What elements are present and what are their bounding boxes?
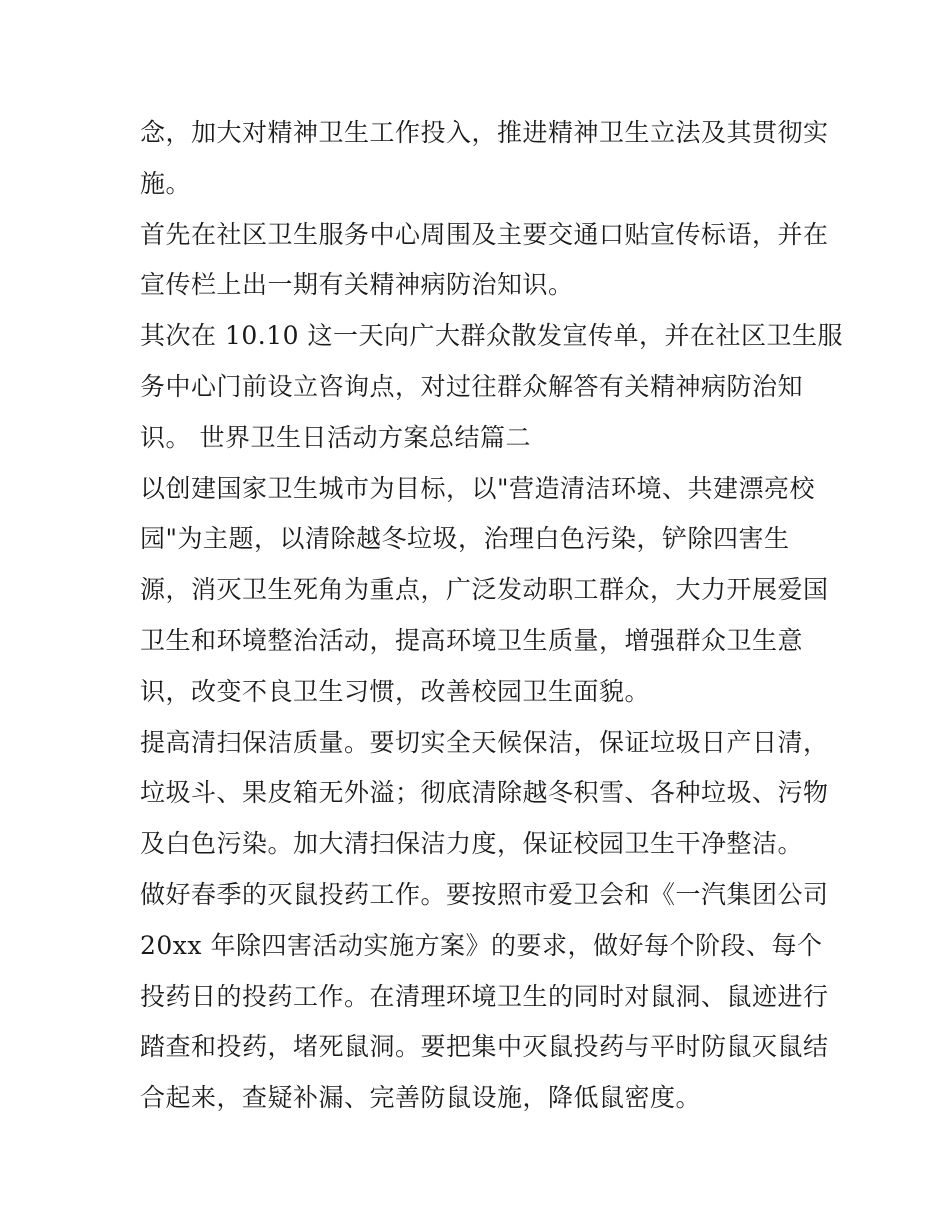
section-heading-line: 识。 世界卫生日活动方案总结篇二 — [140, 422, 531, 452]
text-line: 20xx 年除四害活动实施方案》的要求，做好每个阶段、每个 — [140, 930, 823, 960]
text-line: 踏查和投药，堵死鼠洞。要把集中灭鼠投药与平时防鼠灭鼠结 — [140, 1032, 829, 1062]
text-line: 施。 — [140, 168, 192, 198]
text-line: 其次在 10.10 这一天向广大群众散发宣传单，并在社区卫生服 — [140, 321, 843, 351]
text-line: 合起来，查疑补漏、完善防鼠设施，降低鼠密度。 — [140, 1083, 702, 1113]
text-line: 识，改变不良卫生习惯，改善校园卫生面貌。 — [140, 676, 651, 706]
text-line: 垃圾斗、果皮箱无外溢；彻底清除越冬积雪、各种垃圾、污物 — [140, 778, 829, 808]
text-line: 念，加大对精神卫生工作投入，推进精神卫生立法及其贯彻实 — [140, 118, 829, 147]
text-line: 宣传栏上出一期有关精神病防治知识。 — [140, 270, 574, 300]
text-line: 及白色污染。加大清扫保洁力度，保证校园卫生干净整洁。 — [140, 829, 804, 859]
text-line: 卫生和环境整治活动，提高环境卫生质量，增强群众卫生意 — [140, 625, 804, 655]
text-line: 务中心门前设立咨询点，对过往群众解答有关精神病防治知 — [140, 371, 804, 401]
text-line: 园"为主题，以清除越冬垃圾，治理白色污染，铲除四害生 — [140, 524, 790, 554]
text-line: 做好春季的灭鼠投药工作。要按照市爱卫会和《一汽集团公司 — [140, 879, 829, 909]
document-body — [140, 108, 843, 1124]
text-line: 投药日的投药工作。在清理环境卫生的同时对鼠洞、鼠迹进行 — [140, 981, 829, 1011]
text-line: 以创建国家卫生城市为目标，以"营造清洁环境、共建漂亮校 — [140, 473, 816, 503]
text-line: 提高清扫保洁质量。要切实全天候保洁，保证垃圾日产日清， — [140, 727, 829, 757]
text-line: 首先在社区卫生服务中心周围及主要交通口贴宣传标语，并在 — [140, 219, 829, 249]
text-line: 源，消灭卫生死角为重点，广泛发动职工群众，大力开展爱国 — [140, 575, 829, 605]
